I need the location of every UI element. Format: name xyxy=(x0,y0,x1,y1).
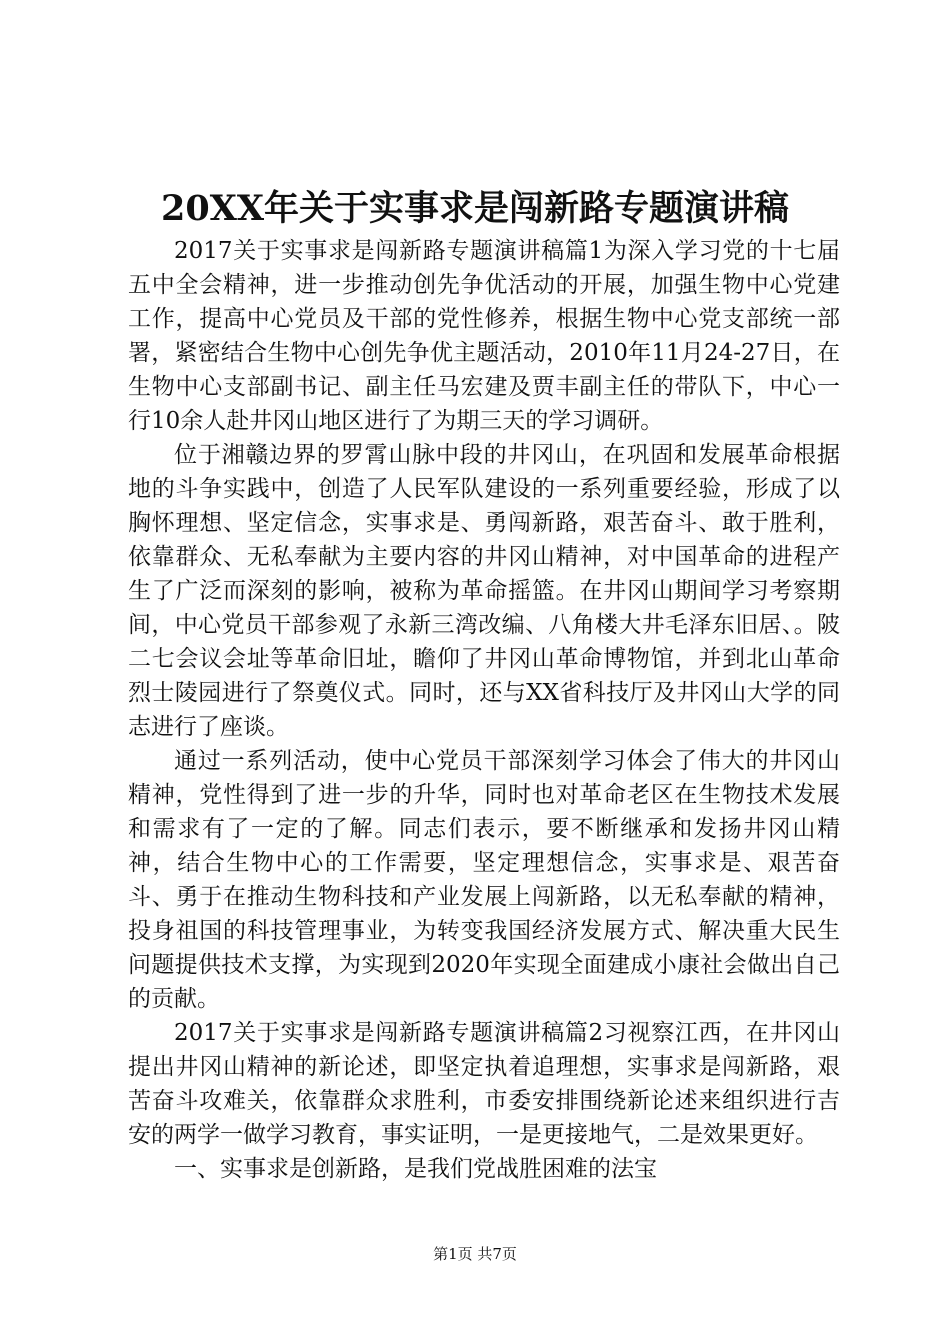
document-title: 20XX年关于实事求是闯新路专题演讲稿 xyxy=(160,188,790,229)
paragraph-3: 通过一系列活动，使中心党员干部深刻学习体会了伟大的井冈山精神，党性得到了进一步的升华，同时也对革命老区在生物技术发展和需求有了一定的了解。同志们表示，要不断继承和发扬井冈山精神，结合生物中心的工作需要，坚定理想信念，实事求是、艰苦奋斗、勇于在推动生物科技和产业发展上闯新路，以无私奉献的精神，投身祖国的科技管理事业，为转变我国经济发展方式、解决重大民生问题提供技术支撑，为实现到2020年实现全面建成小康社会做出自己的贡献。 xyxy=(128,748,840,1012)
paragraph-2: 位于湘赣边界的罗霄山脉中段的井冈山，在巩固和发展革命根据地的斗争实践中，创造了人民军队建设的一系列重要经验，形成了以胸怀理想、坚定信念，实事求是、勇闯新路，艰苦奋斗、敢于胜利，依靠群众、无私奉献为主要内容的井冈山精神，对中国革命的进程产生了广泛而深刻的影响，被称为革命摇篮。在井冈山期间学习考察期间，中心党员干部参观了永新三湾改编、八角楼大井毛泽东旧居、。陂二七会议会址等革命旧址，瞻仰了井冈山革命博物馆，并到北山革命烈士陵园进行了祭奠仪式。同时，还与XX省科技厅及井冈山大学的同志进行了座谈。 xyxy=(128,442,840,740)
paragraph-1: 2017关于实事求是闯新路专题演讲稿篇1为深入学习党的十七届五中全会精神，进一步推动创先争优活动的开展，加强生物中心党建工作，提高中心党员及干部的党性修养，根据生物中心党支部统一部署，紧密结合生物中心创先争优主题活动，2010年11月24-27日，在生物中心支部副书记、副主任马宏建及贾丰副主任的带队下，中心一行10余人赴井冈山地区进行了为期三天的学习调研。 xyxy=(128,238,840,434)
document-body xyxy=(128,234,840,1186)
paragraph-5: 一、实事求是创新路，是我们党战胜困难的法宝 xyxy=(174,1156,657,1182)
page-number-footer: 第1页 共7页 xyxy=(433,1245,517,1263)
paragraph-4: 2017关于实事求是闯新路专题演讲稿篇2习视察江西，在井冈山提出井冈山精神的新论述，即坚定执着追理想，实事求是闯新路，艰苦奋斗攻难关，依靠群众求胜利，市委安排围绕新论述来组织进行吉安的两学一做学习教育，事实证明，一是更接地气，二是效果更好。 xyxy=(128,1020,840,1148)
